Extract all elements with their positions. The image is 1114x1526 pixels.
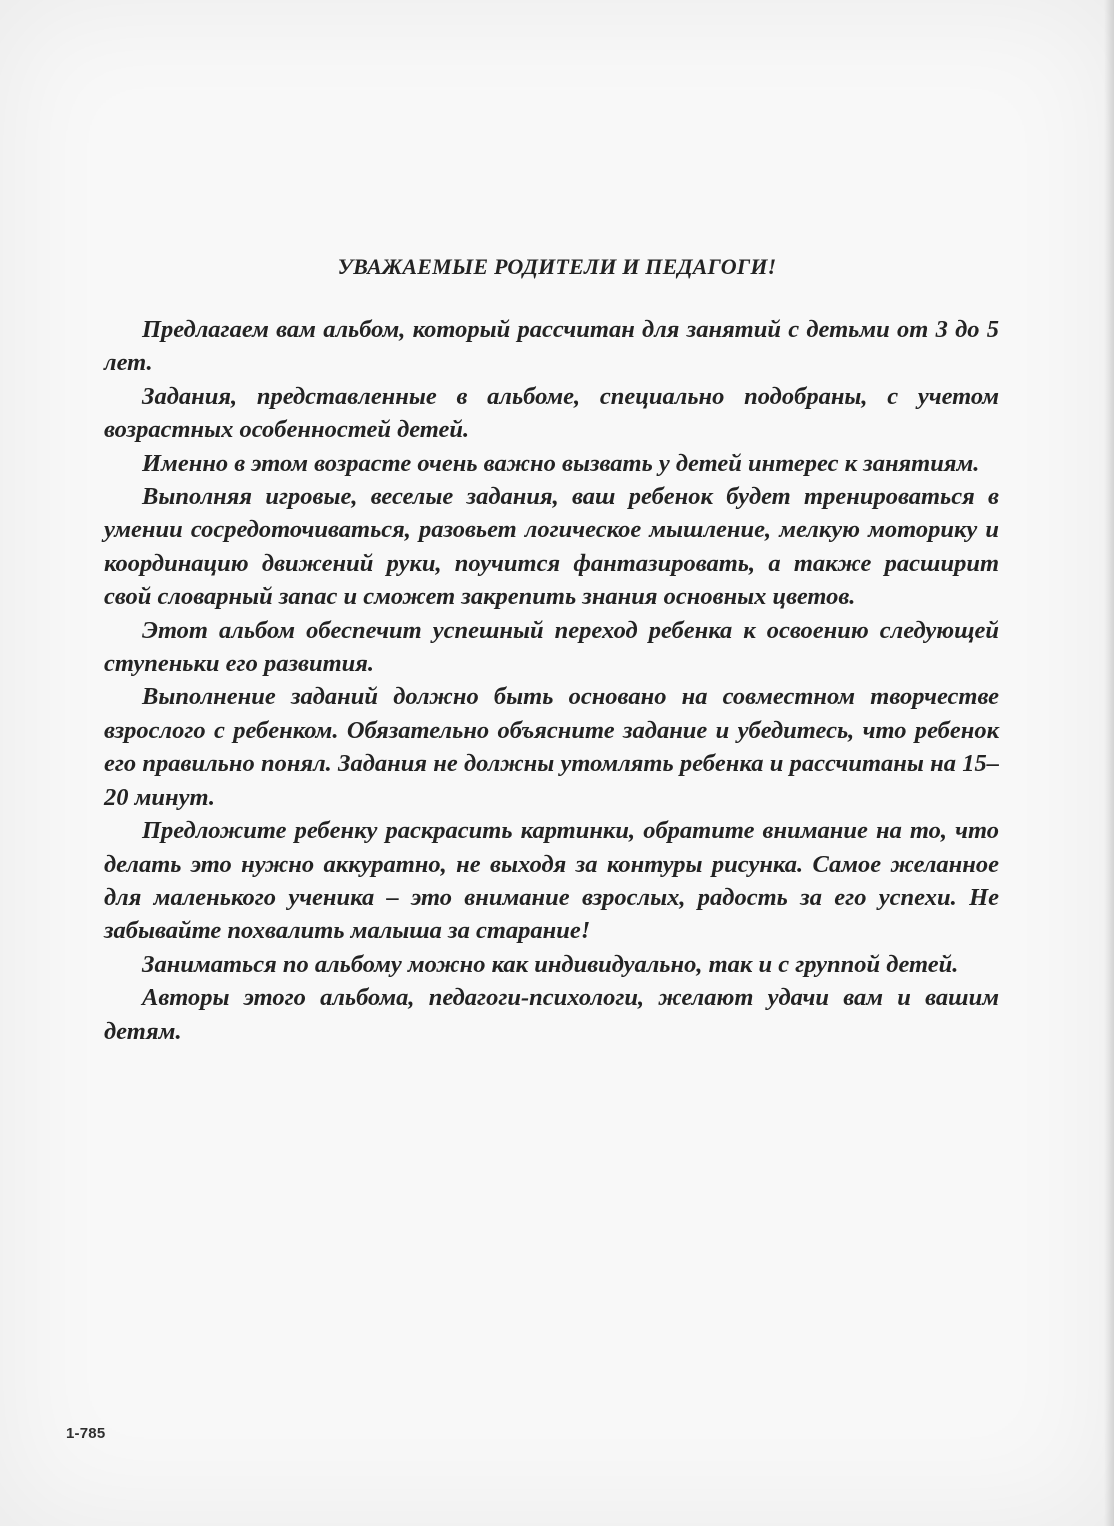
paragraph-transition: Этот альбом обеспечит успешный переход ребенка к освоению следующей ступеньки его развития. — [104, 616, 999, 678]
page-title: УВАЖАЕМЫЕ РОДИТЕЛИ И ПЕДАГОГИ! — [337, 254, 777, 279]
paragraph-group: Заниматься по альбому можно как индивидуально, так и с группой детей. — [142, 950, 959, 978]
paragraph-interest: Именно в этом возрасте очень важно вызвать у детей интерес к занятиям. — [142, 449, 980, 477]
page-code: 1-785 — [66, 1425, 106, 1442]
paragraph-coloring: Предложите ребенку раскрасить картинки, обратите внимание на то, что делать это нужно аккуратно, не выходя за контуры рисунка. Самое желанное для маленького ученика – это внимание взрослых, радость за его успехи. Не забывайте похвалить малыша за старание! — [104, 817, 999, 945]
page-edge-shadow — [1104, 0, 1114, 1526]
paragraph-tasks: Задания, представленные в альбоме, специально подобраны, с учетом возрастных особенностей детей. — [104, 382, 999, 444]
paragraph-authors: Авторы этого альбома, педагоги-психологи, желают удачи вам и вашим детям. — [104, 984, 999, 1045]
paragraph-intro: Предлагаем вам альбом, который рассчитан для занятий с детьми от 3 до 5 лет. — [104, 316, 999, 377]
paragraph-cooperation: Выполнение заданий должно быть основано на совместном творчестве взрослого с ребенком. Обязательно объясните задание и убедитесь, что ребенок его правильно понял. Задания не должны утомлять ребенка и рассчитаны на 15–20 минут. — [104, 683, 999, 811]
paragraph-skills: Выполняя игровые, веселые задания, ваш ребенок будет тренироваться в умении сосредоточиваться, разовьет логическое мышление, мелкую моторику и координацию движений руки, поучится фантазировать, а также расширит свой словарный запас и сможет закрепить знания основных цветов. — [104, 483, 999, 611]
body-text — [104, 313, 999, 1048]
